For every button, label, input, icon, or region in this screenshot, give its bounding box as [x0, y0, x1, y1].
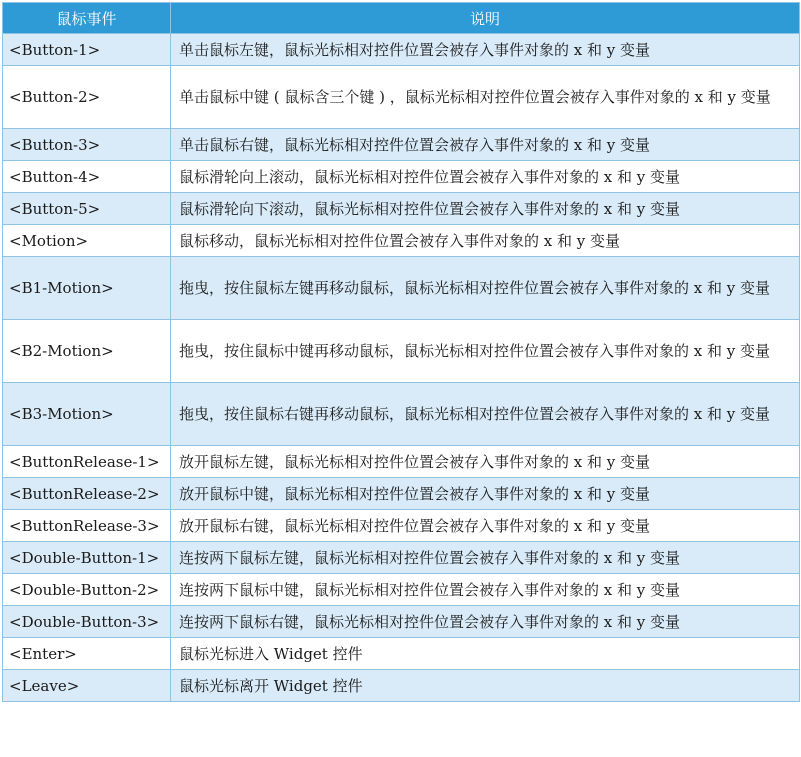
event-description: 拖曳，按住鼠标左键再移动鼠标，鼠标光标相对控件位置会被存入事件对象的 x 和 y 变量 — [171, 257, 800, 320]
event-description: 鼠标滑轮向上滚动，鼠标光标相对控件位置会被存入事件对象的 x 和 y 变量 — [171, 161, 800, 193]
event-description: 拖曳，按住鼠标中键再移动鼠标，鼠标光标相对控件位置会被存入事件对象的 x 和 y 变量 — [171, 320, 800, 383]
table-row — [3, 193, 800, 225]
table-row — [3, 510, 800, 542]
event-name: <Double-Button-2> — [3, 574, 171, 606]
event-description: 连按两下鼠标左键，鼠标光标相对控件位置会被存入事件对象的 x 和 y 变量 — [171, 542, 800, 574]
event-name: <ButtonRelease-1> — [3, 446, 171, 478]
table-row — [3, 66, 800, 129]
table-row — [3, 638, 800, 670]
event-name: <Double-Button-1> — [3, 542, 171, 574]
event-description: 拖曳，按住鼠标右键再移动鼠标，鼠标光标相对控件位置会被存入事件对象的 x 和 y 变量 — [171, 383, 800, 446]
table-row — [3, 446, 800, 478]
event-name: <Button-1> — [3, 34, 171, 66]
event-name: <ButtonRelease-2> — [3, 478, 171, 510]
event-name: <Button-4> — [3, 161, 171, 193]
table-row — [3, 670, 800, 702]
table-row — [3, 542, 800, 574]
table-row — [3, 383, 800, 446]
event-description: 放开鼠标右键，鼠标光标相对控件位置会被存入事件对象的 x 和 y 变量 — [171, 510, 800, 542]
event-name: <Button-3> — [3, 129, 171, 161]
event-name: <Button-2> — [3, 66, 171, 129]
event-name: <Motion> — [3, 225, 171, 257]
event-name: <B3-Motion> — [3, 383, 171, 446]
event-name: <Leave> — [3, 670, 171, 702]
table-row — [3, 574, 800, 606]
event-description: 单击鼠标左键，鼠标光标相对控件位置会被存入事件对象的 x 和 y 变量 — [171, 34, 800, 66]
event-description: 鼠标光标离开 Widget 控件 — [171, 670, 800, 702]
event-name: <B1-Motion> — [3, 257, 171, 320]
event-name: <Enter> — [3, 638, 171, 670]
event-name: <B2-Motion> — [3, 320, 171, 383]
event-description: 连按两下鼠标中键，鼠标光标相对控件位置会被存入事件对象的 x 和 y 变量 — [171, 574, 800, 606]
event-description: 单击鼠标中键 ( 鼠标含三个键 ) ，鼠标光标相对控件位置会被存入事件对象的 x 和 y 变量 — [171, 66, 800, 129]
table-row — [3, 478, 800, 510]
event-name: <Double-Button-3> — [3, 606, 171, 638]
header-description: 说明 — [171, 3, 800, 34]
table-row — [3, 257, 800, 320]
mouse-event-table — [2, 2, 800, 702]
event-name: <ButtonRelease-3> — [3, 510, 171, 542]
event-description: 鼠标滑轮向下滚动，鼠标光标相对控件位置会被存入事件对象的 x 和 y 变量 — [171, 193, 800, 225]
event-description: 鼠标光标进入 Widget 控件 — [171, 638, 800, 670]
table-row — [3, 129, 800, 161]
table-row — [3, 606, 800, 638]
table-row — [3, 225, 800, 257]
event-description: 鼠标移动，鼠标光标相对控件位置会被存入事件对象的 x 和 y 变量 — [171, 225, 800, 257]
header-mouse-event: 鼠标事件 — [3, 3, 171, 34]
event-description: 放开鼠标左键，鼠标光标相对控件位置会被存入事件对象的 x 和 y 变量 — [171, 446, 800, 478]
event-description: 连按两下鼠标右键，鼠标光标相对控件位置会被存入事件对象的 x 和 y 变量 — [171, 606, 800, 638]
table-row — [3, 161, 800, 193]
event-name: <Button-5> — [3, 193, 171, 225]
event-description: 单击鼠标右键，鼠标光标相对控件位置会被存入事件对象的 x 和 y 变量 — [171, 129, 800, 161]
table-row — [3, 34, 800, 66]
table-header-row — [3, 3, 800, 34]
table-row — [3, 320, 800, 383]
event-description: 放开鼠标中键，鼠标光标相对控件位置会被存入事件对象的 x 和 y 变量 — [171, 478, 800, 510]
